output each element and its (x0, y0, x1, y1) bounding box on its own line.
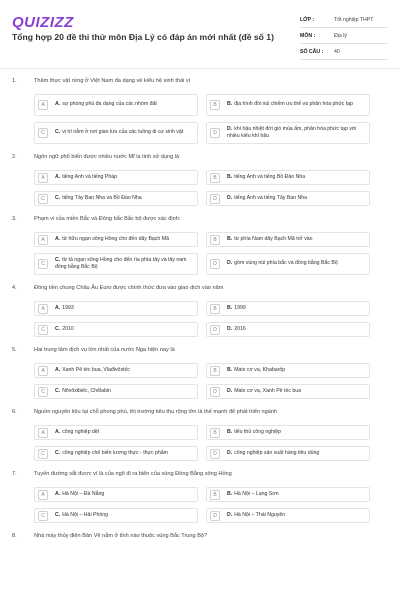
question-head (0, 409, 400, 425)
answer-option-c[interactable] (34, 253, 198, 275)
question-head (0, 471, 400, 487)
option-letter-box: B (210, 304, 220, 314)
answer-option-d[interactable] (206, 384, 370, 399)
meta-value: 40 (334, 48, 340, 55)
option-key: B. (227, 304, 233, 311)
question-5 (0, 347, 400, 399)
answer-option-c[interactable] (34, 322, 198, 337)
option-key: B. (227, 490, 233, 497)
option-key: C. (55, 194, 61, 201)
meta-row-count (300, 44, 388, 60)
option-text: Xanh Pê téc bua, Vlađivôxtốc (62, 366, 130, 373)
answer-option-d[interactable] (206, 191, 370, 206)
option-letter-box: D (210, 128, 220, 138)
option-key: C. (55, 449, 61, 456)
option-key: B. (227, 173, 233, 180)
option-key: D. (227, 125, 233, 132)
option-text: tiếng Anh và tiếng Tây Ban Nha (234, 194, 308, 201)
option-key: A. (55, 101, 61, 108)
option-letter-box: B (210, 490, 220, 500)
option-text: Hà Nội – Hải Phòng (62, 511, 109, 518)
question-head (0, 285, 400, 301)
option-key: B. (227, 428, 233, 435)
answer-options (0, 301, 400, 337)
option-text: Hà Nội – Thái Nguyên (234, 511, 286, 518)
answer-option-b[interactable] (206, 170, 370, 185)
question-text: Phạm vi của miền Bắc và Đông bắc Bắc bộ được xác định: (34, 216, 181, 222)
option-letter-box: D (210, 194, 220, 204)
option-letter-box: D (210, 511, 220, 521)
option-text: công nghiệp chế biến lương thực - thực phẩm (62, 449, 169, 456)
meta-label: LỚP : (300, 16, 315, 23)
option-text: công nghiệp dệt (62, 428, 100, 435)
question-number: 4. (12, 285, 17, 291)
option-text: Hà Nội – Đà Nẵng (62, 490, 105, 497)
answer-option-b[interactable] (206, 94, 370, 116)
option-letter-box: C (38, 387, 48, 397)
option-letter-box: C (38, 449, 48, 459)
question-head (0, 533, 400, 549)
answer-option-c[interactable] (34, 508, 198, 523)
meta-row-class (300, 12, 388, 28)
answer-option-d[interactable] (206, 322, 370, 337)
question-text: Ngôn ngữ phổ biến được nhiều nước Mĩ la tinh sử dụng là (34, 154, 180, 160)
option-text: tiểu thủ công nghiệp (234, 428, 281, 435)
option-text: từ phía Nam dãy Bạch Mã trở vào (234, 235, 313, 242)
question-1 (0, 78, 400, 144)
option-text: từ hữu ngạn sông Hồng cho đến dãy Bạch Mã (62, 235, 169, 242)
meta-value: Địa lý (334, 32, 347, 39)
option-key: A. (55, 173, 61, 180)
option-key: C. (55, 129, 61, 136)
answer-option-c[interactable] (34, 122, 198, 144)
question-number: 8. (12, 533, 17, 539)
question-3 (0, 216, 400, 275)
option-key: C. (55, 387, 61, 394)
header-divider (0, 68, 400, 69)
question-text: Nguồn nguyên liệu tại chỗ phong phú, thị trường tiêu thụ rộng lớn là thế mạnh để phát triển ngành (34, 409, 278, 415)
question-head (0, 154, 400, 170)
option-letter-box: D (210, 325, 220, 335)
answer-option-a[interactable] (34, 301, 198, 316)
option-text: gồm vùng núi phía bắc và đồng bằng Bắc Bộ (234, 260, 338, 267)
option-letter-box: B (210, 366, 220, 376)
meta-row-subject (300, 28, 388, 44)
answer-option-d[interactable] (206, 508, 370, 523)
question-text: Thâm thực vật rừng ở Việt Nam đa dạng về kiểu hệ sinh thái vì (34, 78, 191, 84)
answer-option-a[interactable] (34, 487, 198, 502)
answer-option-d[interactable] (206, 122, 370, 144)
option-letter-box: A (38, 173, 48, 183)
option-letter-box: C (38, 259, 48, 269)
option-text: tiếng Anh và tiếng Bồ Đào Nha (234, 173, 306, 180)
answer-option-c[interactable] (34, 191, 198, 206)
option-key: A. (55, 304, 61, 311)
option-key: B. (227, 235, 233, 242)
option-text: địa hình đồi núi chiếm ưu thế và phân hóa phức tạp (234, 101, 354, 108)
question-text: Hai trung tâm dịch vụ lớn nhất của nước Nga hiện nay là (34, 347, 175, 353)
option-key: D. (227, 449, 233, 456)
answer-options (0, 363, 400, 399)
option-letter-box: A (38, 428, 48, 438)
option-text: sự phong phú đa dạng của các nhóm đất (62, 101, 157, 108)
option-letter-box: B (210, 428, 220, 438)
option-letter-box: A (38, 304, 48, 314)
option-letter-box: D (210, 259, 220, 269)
answer-options (0, 425, 400, 461)
option-key: A. (55, 428, 61, 435)
answer-option-d[interactable] (206, 446, 370, 461)
question-7 (0, 471, 400, 523)
option-text: tiếng Anh và tiếng Pháp (62, 173, 117, 180)
worksheet-header (0, 0, 400, 64)
option-key: B. (227, 366, 233, 373)
option-key: C. (55, 511, 61, 518)
option-text: Hà Nội – Lạng Sơn (234, 490, 279, 497)
option-letter-box: A (38, 490, 48, 500)
option-text: từ tả ngạn sông Hồng cho đến rìa phía tây và tây nam đồng bằng Bắc Bộ (55, 256, 187, 270)
option-key: D. (227, 387, 233, 394)
question-head (0, 347, 400, 363)
question-8 (0, 533, 400, 549)
question-number: 3. (12, 216, 17, 222)
option-letter-box: D (210, 449, 220, 459)
answer-option-a[interactable] (34, 425, 198, 440)
option-text: Matx cơ va, Xanh Pê téc bua (234, 387, 302, 394)
worksheet-title: Tổng hợp 20 đề thi thử môn Địa Lý có đáp án mới nhất (đề số 1) (12, 32, 274, 42)
answer-option-b[interactable] (206, 232, 370, 247)
question-text: Đồng tiền chung Châu Âu Euro được chính thức đưa vào giao dịch vào năm (34, 285, 224, 291)
option-text: 1993 (62, 304, 74, 311)
question-number: 1. (12, 78, 17, 84)
option-text: Nôvôxibiếc, Chêlabin (62, 387, 111, 394)
question-number: 2. (12, 154, 17, 160)
answer-option-b[interactable] (206, 363, 370, 378)
option-letter-box: C (38, 325, 48, 335)
question-head (0, 216, 400, 232)
option-key: D. (227, 511, 233, 518)
option-key: D. (227, 194, 233, 201)
option-letter-box: B (210, 100, 220, 110)
option-letter-box: B (210, 235, 220, 245)
answer-option-a[interactable] (34, 94, 198, 116)
option-letter-box: A (38, 235, 48, 245)
option-key: A. (55, 366, 61, 373)
answer-option-a[interactable] (34, 232, 198, 247)
option-text: công nghiệp sản xuất hàng tiêu dùng (234, 449, 320, 456)
question-text: Nhà máy thủy điện Bản Vẽ nằm ở tỉnh nào thuộc vùng Bắc Trung Bộ? (34, 533, 208, 539)
option-letter-box: C (38, 511, 48, 521)
answer-option-a[interactable] (34, 170, 198, 185)
answer-option-c[interactable] (34, 384, 198, 399)
answer-option-a[interactable] (34, 363, 198, 378)
answer-option-b[interactable] (206, 487, 370, 502)
option-key: A. (55, 235, 61, 242)
answer-options (0, 487, 400, 523)
option-letter-box: A (38, 366, 48, 376)
quizizz-logo: QUIZIZZ (12, 14, 74, 31)
answer-options (0, 170, 400, 206)
option-key: C. (55, 256, 61, 263)
option-key: B. (227, 101, 233, 108)
answer-option-d[interactable] (206, 253, 370, 275)
option-text: 2010 (62, 325, 74, 332)
option-text: 2016 (234, 325, 246, 332)
option-text: khí hậu nhiệt đới gió mùa ẩm, phân hóa phức tạp với nhiều kiểu khí hậu (227, 125, 357, 139)
meta-value: Tốt nghiệp THPT (334, 16, 374, 23)
meta-label: MÔN : (300, 32, 316, 39)
question-2 (0, 154, 400, 206)
question-number: 5. (12, 347, 17, 353)
question-number: 6. (12, 409, 17, 415)
meta-box (300, 12, 388, 60)
question-text: Tuyến đường sắt được vì là của ngõ đi ra biển của vùng Đồng Bằng sông Hồng (34, 471, 232, 477)
question-list (0, 78, 400, 557)
answer-options (0, 94, 400, 144)
option-letter-box: A (38, 100, 48, 110)
question-head (0, 78, 400, 94)
option-text: vị trí nằm ở nơi giao lưu của các luồng di cư sinh vật (62, 129, 184, 136)
answer-option-b[interactable] (206, 301, 370, 316)
answer-option-b[interactable] (206, 425, 370, 440)
answer-option-c[interactable] (34, 446, 198, 461)
option-text: tiếng Tây Ban Nha và Bồ Đào Nha (62, 194, 142, 201)
option-letter-box: C (38, 128, 48, 138)
option-text: 1999 (234, 304, 246, 311)
question-4 (0, 285, 400, 337)
option-key: D. (227, 325, 233, 332)
question-number: 7. (12, 471, 17, 477)
option-letter-box: D (210, 387, 220, 397)
option-text: Matx cơ va, Khabarốp (234, 366, 286, 373)
meta-label: SỐ CÂU : (300, 48, 324, 55)
option-key: A. (55, 490, 61, 497)
option-key: C. (55, 325, 61, 332)
option-letter-box: B (210, 173, 220, 183)
option-letter-box: C (38, 194, 48, 204)
option-key: D. (227, 260, 233, 267)
question-6 (0, 409, 400, 461)
answer-options (0, 232, 400, 275)
